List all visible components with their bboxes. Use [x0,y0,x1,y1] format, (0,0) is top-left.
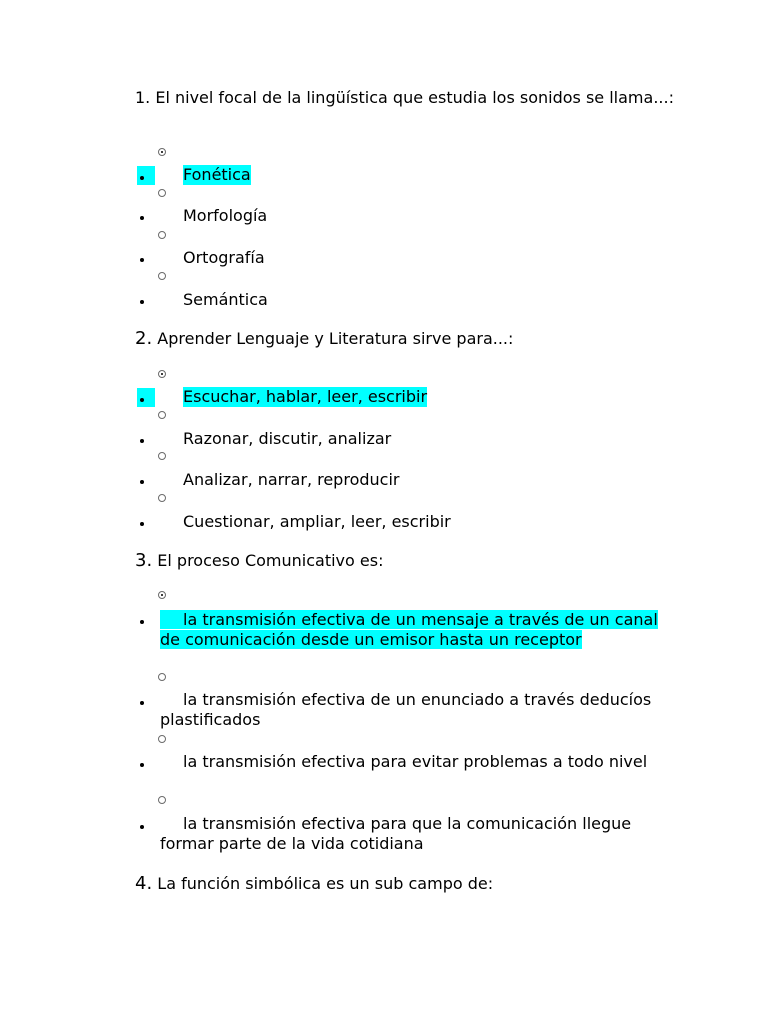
q2-option-1[interactable]: Escuchar, hablar, leer, escribir [183,387,428,406]
question-text: El proceso Comunicativo es: [157,551,384,570]
bullet [140,258,144,262]
bullet [140,825,144,829]
radio-q3-option-2[interactable] [158,673,166,681]
q3-option-4[interactable] [160,814,660,854]
bullet [140,480,144,484]
question-number: 2. [135,328,153,349]
radio-q2-option-1[interactable] [158,370,166,378]
question-text: Aprender Lenguaje y Literatura sirve para...: [157,329,514,348]
q1-option-1[interactable]: Fonética [183,165,251,184]
question-number: 1. [135,88,151,107]
question-4 [135,873,675,894]
question-1 [135,87,675,108]
radio-q1-option-3[interactable] [158,231,166,239]
bullet [140,763,144,767]
question-number: 3. [135,550,153,571]
q1-option-3[interactable]: Ortografía [183,248,265,267]
q3-option-2-text: la transmisión efectiva de un enunciado a través deducíos plastificados [160,690,652,729]
radio-q3-option-1[interactable] [158,591,166,599]
radio-q1-option-2[interactable] [158,189,166,197]
bullet [140,300,144,304]
bullet [140,398,144,402]
bullet [140,620,144,624]
q3-option-1[interactable] [160,610,660,650]
q1-option-2[interactable]: Morfología [183,206,268,225]
radio-q2-option-2[interactable] [158,411,166,419]
bullet [140,439,144,443]
bullet [140,701,144,705]
question-3 [135,550,675,571]
question-number: 4. [135,873,153,894]
radio-q2-option-3[interactable] [158,452,166,460]
q3-option-3-text: la transmisión efectiva para evitar problemas a todo nivel [183,752,648,771]
q3-option-3[interactable] [160,752,660,772]
bullet [140,176,144,180]
q3-option-4-text: la transmisión efectiva para que la comunicación llegue formar parte de la vida cotidiana [160,814,632,853]
question-2 [135,328,675,349]
radio-q2-option-4[interactable] [158,494,166,502]
q2-option-3[interactable]: Analizar, narrar, reproducir [183,470,400,489]
bullet [140,522,144,526]
bullet [140,216,144,220]
question-text: El nivel focal de la lingüística que estudia los sonidos se llama...: [155,88,674,107]
q2-option-2[interactable]: Razonar, discutir, analizar [183,429,392,448]
radio-q3-option-3[interactable] [158,735,166,743]
radio-q1-option-4[interactable] [158,272,166,280]
q2-option-4[interactable]: Cuestionar, ampliar, leer, escribir [183,512,451,531]
q3-option-2[interactable] [160,690,660,730]
q3-option-1-text: la transmisión efectiva de un mensaje a través de un canal de comunicación desde un emisor hasta un receptor [160,610,658,649]
radio-q1-option-1[interactable] [158,148,166,156]
radio-q3-option-4[interactable] [158,796,166,804]
q1-option-4[interactable]: Semántica [183,290,268,309]
question-text: La función simbólica es un sub campo de: [157,874,494,893]
